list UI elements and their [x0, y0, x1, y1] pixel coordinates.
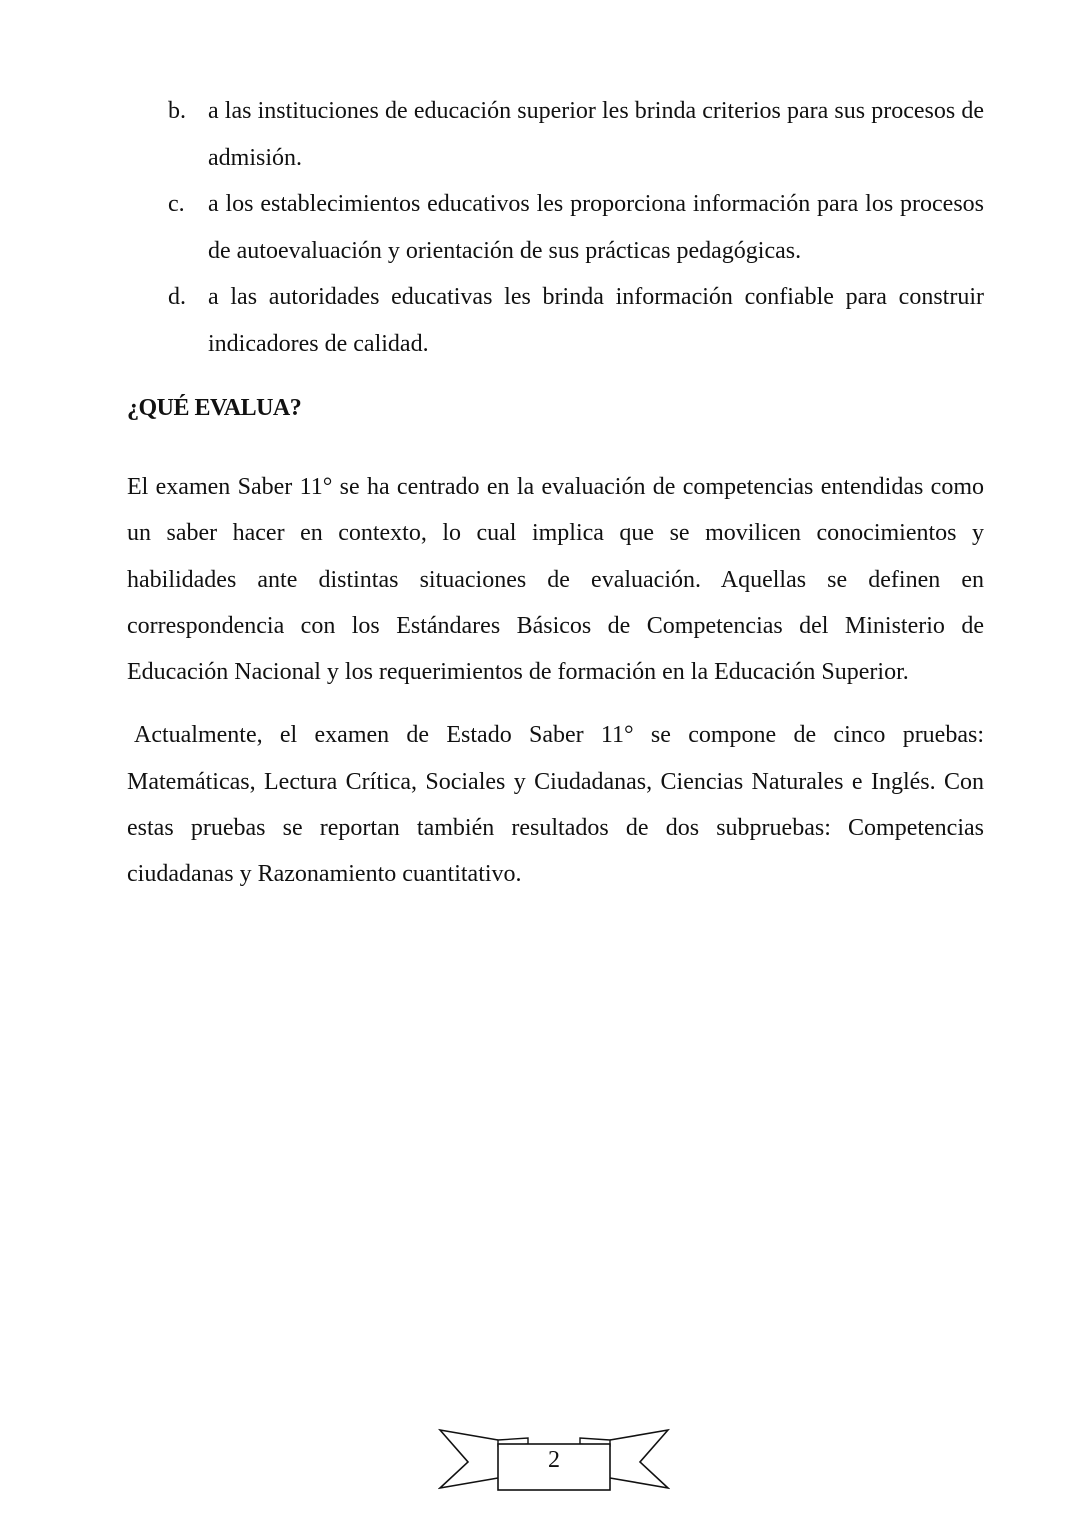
list-marker: c.	[168, 191, 185, 217]
list-item-text: a las autoridades educativas les brinda información confiable para construir indicadores de calidad.	[208, 284, 984, 357]
list-item	[168, 274, 984, 367]
criteria-list	[168, 88, 984, 367]
list-item	[168, 181, 984, 274]
section-heading: ¿QUÉ EVALUA?	[127, 395, 302, 421]
page-number-scroll	[438, 1428, 670, 1494]
paragraph-saber-competencias: El examen Saber 11° se ha centrado en la evaluación de competencias entendidas como un saber hacer en contexto, lo cual implica que se movilicen conocimientos y habilidades ante distintas situaciones de evaluación. Aquellas se definen en correspondencia con los Estándares Básicos de Competencias del Ministerio de Educación Nacional y los requerimientos de formación en la Educación Superior.	[127, 474, 984, 686]
list-item	[168, 88, 984, 181]
page-content	[127, 88, 984, 898]
list-item-text: a las instituciones de educación superior les brinda criterios para sus procesos de admisión.	[208, 98, 984, 171]
paragraph-saber-pruebas: Actualmente, el examen de Estado Saber 11° se compone de cinco pruebas: Matemáticas, Lectura Crítica, Sociales y Ciudadanas, Ciencias Naturales e Inglés. Con estas pruebas se reportan también resultados de dos subpruebas: Competencias ciudadanas y Razonamiento cuantitativo.	[127, 722, 984, 888]
list-marker: d.	[168, 284, 186, 310]
list-marker: b.	[168, 98, 186, 124]
page-number: 2	[548, 1447, 560, 1473]
list-item-text: a los establecimientos educativos les proporciona información para los procesos de autoevaluación y orientación de sus prácticas pedagógicas.	[208, 191, 984, 264]
